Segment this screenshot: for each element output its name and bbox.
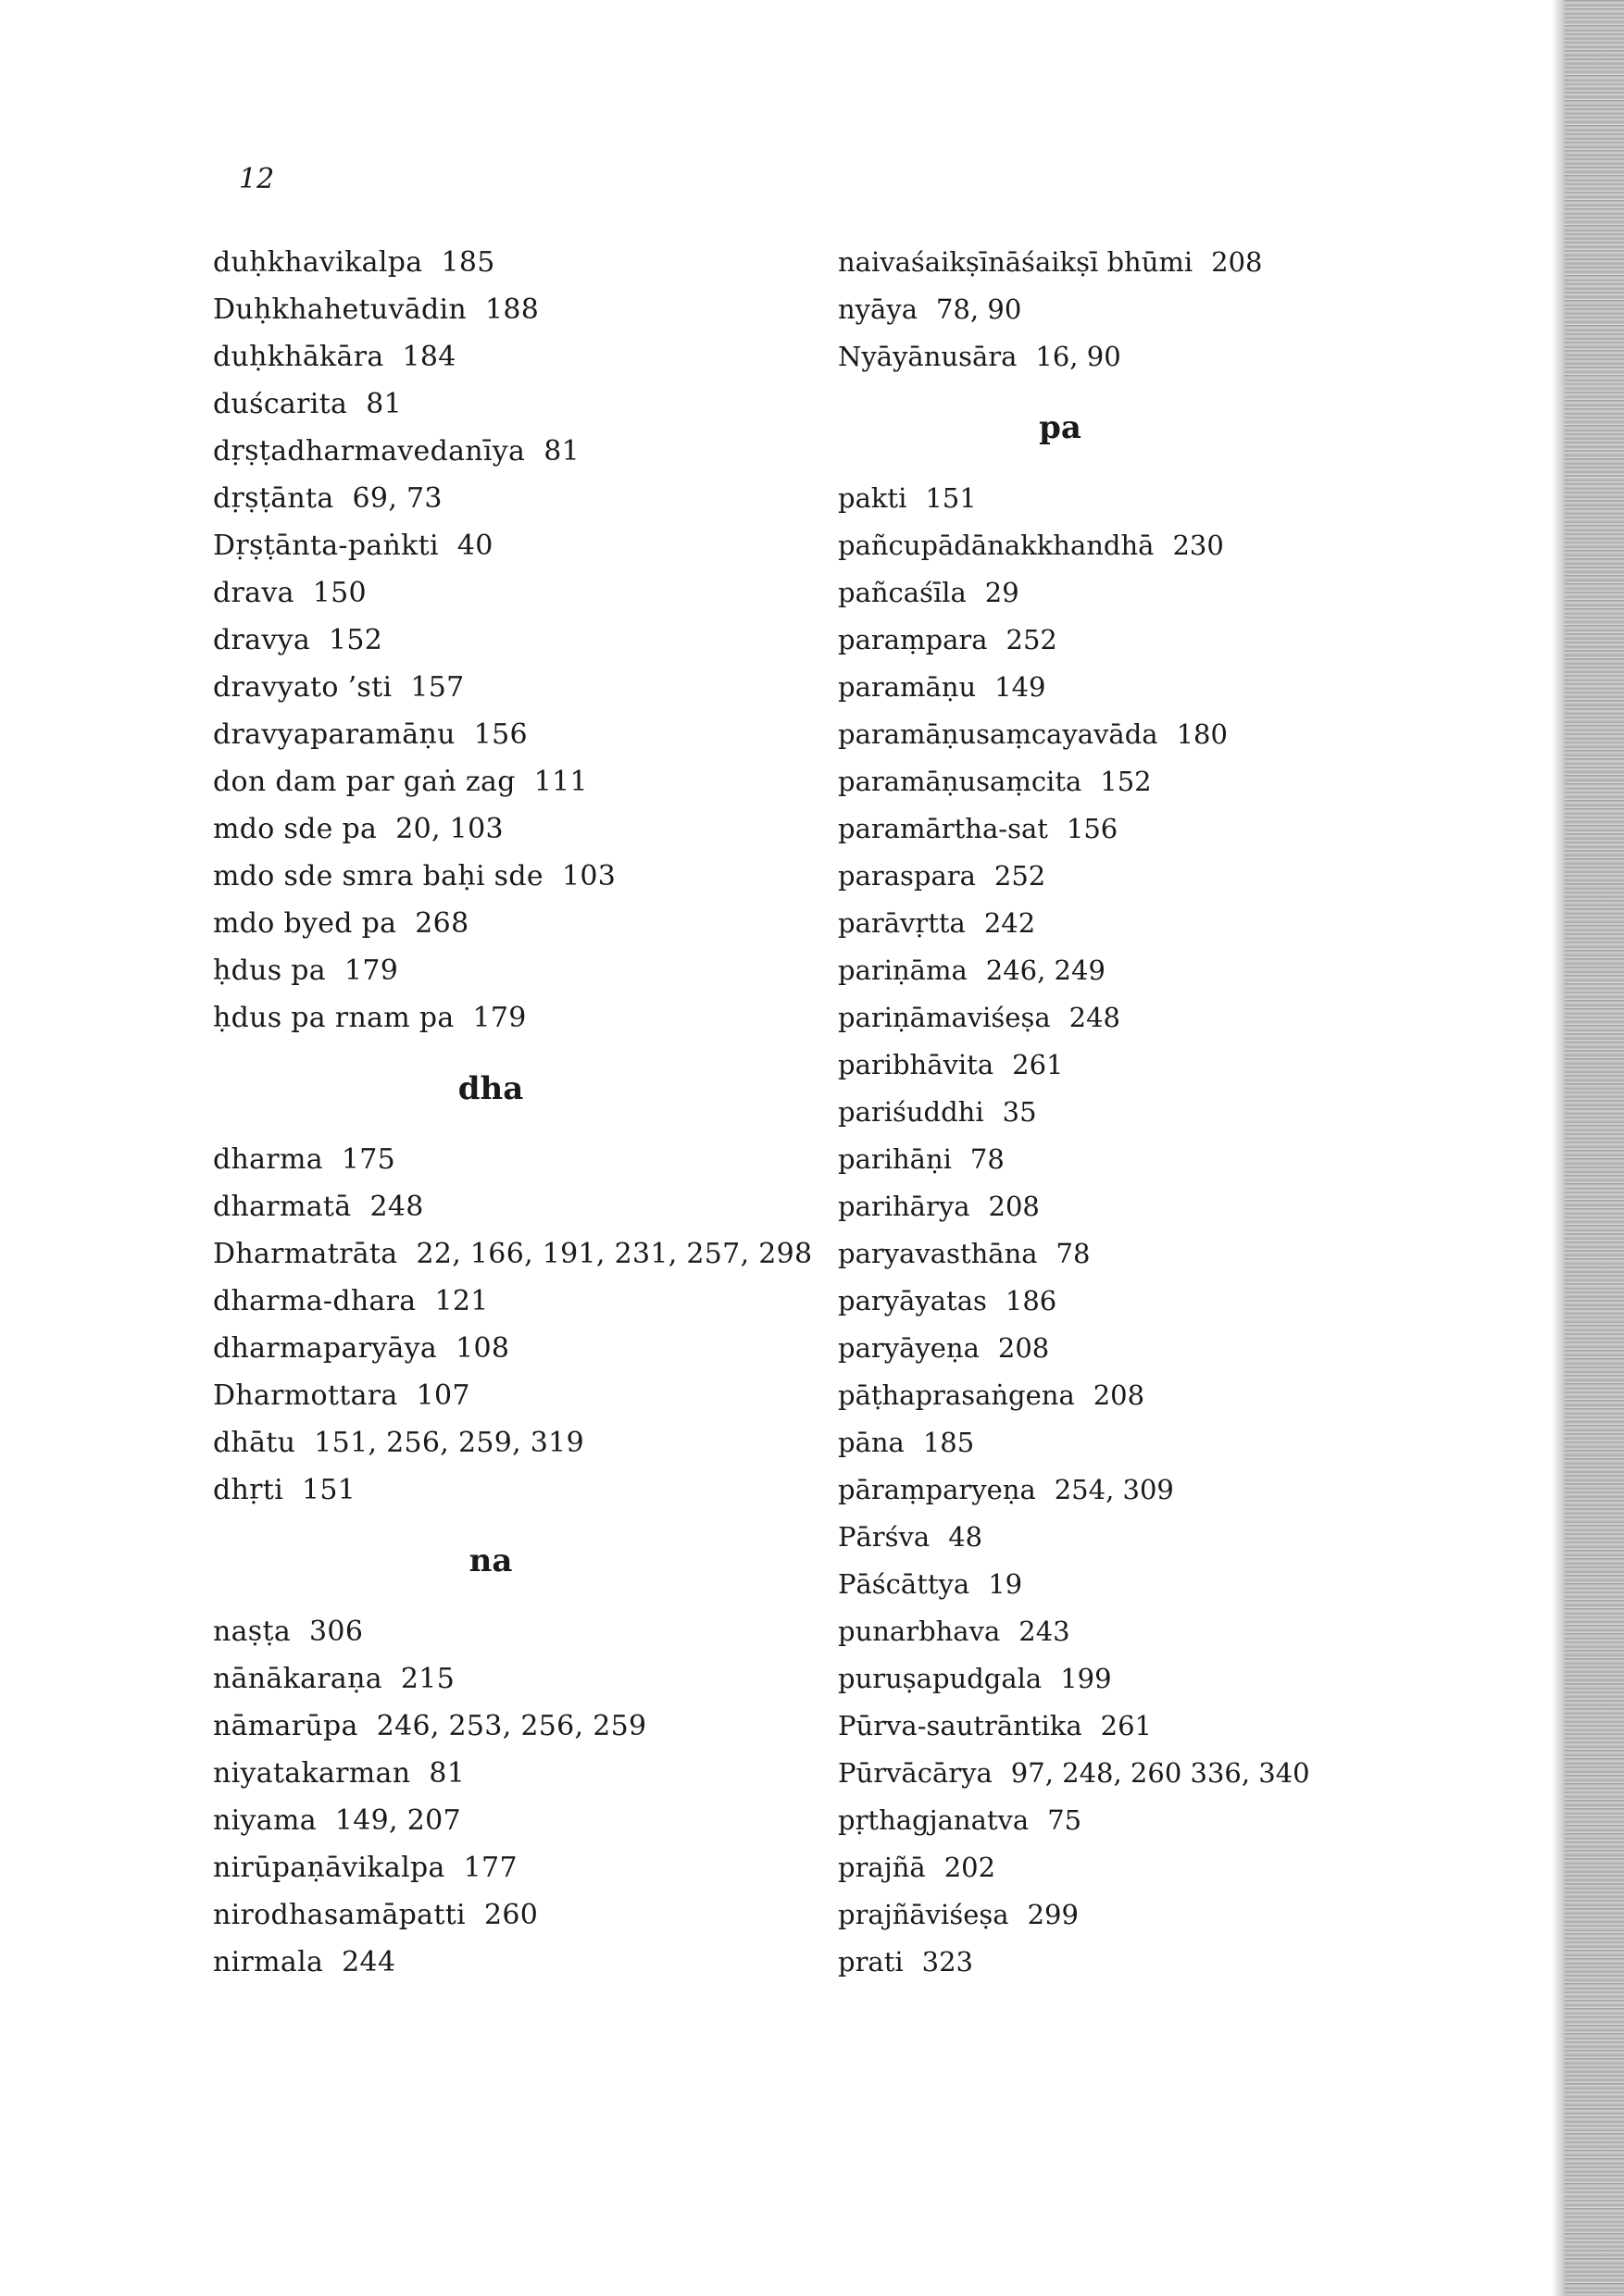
page-references: 268	[415, 907, 469, 940]
index-entry	[213, 853, 824, 900]
index-entry	[213, 333, 824, 381]
page-references: 151	[302, 1474, 356, 1506]
page-references: 248	[1068, 1002, 1120, 1033]
section-heading: pa	[1039, 409, 1081, 446]
index-entry	[213, 1655, 824, 1703]
index-entry	[213, 1844, 824, 1891]
index-term: Pāścāttya	[838, 1568, 970, 1600]
page-references: 242	[983, 907, 1036, 939]
index-term: nirodhasamāpatti	[213, 1899, 466, 1931]
index-term: nānākaraṇa	[213, 1663, 382, 1695]
index-term: punarbhava	[838, 1616, 1001, 1647]
index-entry	[213, 1136, 824, 1183]
page-references: 180	[1176, 718, 1228, 750]
index-entry	[838, 711, 1356, 758]
page-references: 208	[1211, 246, 1263, 278]
section-heading: na	[468, 1542, 513, 1579]
index-term: Duḥkhahetuvādin	[213, 293, 467, 326]
index-term: pṛthagjanatva	[838, 1804, 1030, 1836]
index-entry	[213, 239, 824, 286]
page-references: 16, 90	[1035, 341, 1121, 372]
index-entry	[213, 1750, 824, 1797]
index-term: parihāṇi	[838, 1143, 952, 1175]
index-term: dharmatā	[213, 1191, 352, 1223]
index-term: Pārśva	[838, 1521, 931, 1553]
page-references: 111	[533, 766, 588, 798]
page-references: 69, 73	[352, 482, 443, 515]
index-term: drava	[213, 577, 294, 609]
index-entry	[213, 1608, 824, 1655]
index-entry	[838, 805, 1356, 853]
index-term: naṣṭa	[213, 1616, 292, 1648]
index-term: nāmarūpa	[213, 1710, 358, 1742]
index-term: pañcupādānakkhandhā	[838, 530, 1155, 561]
page-references: 81	[543, 435, 580, 468]
page-references: 208	[1093, 1379, 1145, 1411]
index-term: Dṛṣṭānta-paṅkti	[213, 530, 439, 562]
index-column-left	[213, 239, 824, 1986]
page-references: 151	[925, 482, 977, 514]
index-entry	[213, 617, 824, 664]
index-entry	[838, 1278, 1356, 1325]
index-entry	[838, 994, 1356, 1042]
index-entry	[838, 1655, 1356, 1703]
page-references: 323	[921, 1946, 974, 1978]
page-references: 299	[1027, 1899, 1079, 1930]
index-entry	[838, 1230, 1356, 1278]
page-references: 75	[1047, 1804, 1082, 1836]
index-term: niyatakarman	[213, 1757, 411, 1790]
page-references: 81	[429, 1757, 466, 1790]
index-entry	[838, 1750, 1356, 1797]
page-references: 246, 253, 256, 259	[376, 1710, 647, 1742]
page-references: 184	[402, 341, 456, 373]
index-term: paryavasthāna	[838, 1238, 1038, 1269]
index-entry	[838, 947, 1356, 994]
index-term: paraṃpara	[838, 624, 988, 655]
index-entry	[213, 947, 824, 994]
page-references: 20, 103	[395, 813, 504, 845]
index-column-right	[838, 239, 1356, 1986]
page-references: 19	[988, 1568, 1023, 1600]
index-entry	[838, 1939, 1356, 1986]
page-references: 179	[344, 955, 399, 987]
index-term: paryāyeṇa	[838, 1332, 980, 1364]
page-references: 81	[366, 388, 402, 420]
page-references: 78, 90	[936, 293, 1022, 325]
index-term: pāraṃparyeṇa	[838, 1474, 1036, 1505]
page-references: 188	[485, 293, 540, 326]
index-term: Dharmatrāta	[213, 1238, 398, 1270]
index-entry	[213, 711, 824, 758]
page-references: 149, 207	[334, 1804, 461, 1837]
index-entry	[213, 569, 824, 617]
page-references: 199	[1060, 1663, 1112, 1694]
page-references: 35	[1002, 1096, 1037, 1128]
index-term: paramāṇu	[838, 671, 977, 703]
index-term: dravyato ’sti	[213, 671, 393, 704]
index-term: dharma	[213, 1143, 323, 1176]
index-term: prajñāviśeṣa	[838, 1899, 1009, 1930]
page-references: 230	[1172, 530, 1224, 561]
page-references: 107	[416, 1379, 470, 1412]
index-term: dharmaparyāya	[213, 1332, 438, 1365]
index-term: nyāya	[838, 293, 918, 325]
index-entry	[213, 1278, 824, 1325]
index-term: nirūpaṇāvikalpa	[213, 1852, 445, 1884]
index-term: pariśuddhi	[838, 1096, 984, 1128]
page-references: 150	[312, 577, 367, 609]
page-references: 152	[329, 624, 383, 656]
page-references: 261	[1012, 1049, 1064, 1080]
index-term: dhātu	[213, 1427, 296, 1459]
index-entry	[838, 1136, 1356, 1183]
index-term: dharma-dhara	[213, 1285, 417, 1317]
page-references: 248	[369, 1191, 424, 1223]
index-entry	[213, 1939, 824, 1986]
index-entry	[213, 664, 824, 711]
page-references: 252	[993, 860, 1046, 892]
index-entry	[213, 286, 824, 333]
page-references: 185	[441, 246, 495, 279]
index-term: pakti	[838, 482, 907, 514]
index-entry	[213, 805, 824, 853]
index-entry	[838, 1797, 1356, 1844]
index-term: nirmala	[213, 1946, 324, 1978]
index-entry	[838, 1608, 1356, 1655]
page-references: 252	[1006, 624, 1057, 655]
page-references: 215	[400, 1663, 456, 1695]
index-term: ḥdus pa rnam pa	[213, 1002, 455, 1034]
index-term: Pūrva-sautrāntika	[838, 1710, 1082, 1741]
index-entry	[838, 569, 1356, 617]
index-term: ḥdus pa	[213, 955, 326, 987]
index-entry	[213, 428, 824, 475]
index-term: mdo byed pa	[213, 907, 397, 940]
index-term: pariṇāmaviśeṣa	[838, 1002, 1051, 1033]
index-term: paramārtha-sat	[838, 813, 1048, 844]
index-entry	[838, 1372, 1356, 1419]
page-references: 177	[463, 1852, 518, 1884]
index-term: Dharmottara	[213, 1379, 398, 1412]
index-entry	[838, 1042, 1356, 1089]
index-term: mdo sde smra baḥi sde	[213, 860, 543, 892]
index-entry	[838, 617, 1356, 664]
page-references: 22, 166, 191, 231, 257, 298	[416, 1238, 813, 1270]
index-entry	[213, 1891, 824, 1939]
index-entry	[213, 1703, 824, 1750]
index-term: pāna	[838, 1427, 905, 1458]
index-term: paramāṇusaṃcayavāda	[838, 718, 1158, 750]
page-references: 186	[1005, 1285, 1057, 1316]
index-entry	[838, 1466, 1356, 1514]
index-term: duścarita	[213, 388, 348, 420]
index-term: prati	[838, 1946, 904, 1978]
index-entry	[838, 900, 1356, 947]
index-term: paraspara	[838, 860, 976, 892]
index-entry	[838, 1183, 1356, 1230]
page-references: 244	[342, 1946, 396, 1978]
page-references: 78	[969, 1143, 1005, 1175]
index-term: paribhāvita	[838, 1049, 994, 1080]
page-references: 48	[948, 1521, 983, 1553]
index-entry	[838, 1419, 1356, 1466]
page-references: 78	[1056, 1238, 1091, 1269]
index-term: pāṭhaprasaṅgena	[838, 1379, 1075, 1411]
page-references: 40	[456, 530, 493, 562]
index-entry	[838, 239, 1356, 286]
index-entry	[838, 1514, 1356, 1561]
index-term: paryāyatas	[838, 1285, 987, 1316]
index-entry	[838, 522, 1356, 569]
page-references: 208	[997, 1332, 1050, 1364]
index-term: dṛṣṭadharmavedanīya	[213, 435, 526, 468]
index-term: dhṛti	[213, 1474, 284, 1506]
page-references: 103	[561, 860, 617, 892]
page-references: 202	[943, 1852, 996, 1883]
page-references: 260	[483, 1899, 539, 1931]
page-references: 246, 249	[985, 955, 1106, 986]
page-references: 185	[922, 1427, 975, 1458]
index-entry	[838, 1325, 1356, 1372]
index-term: paramāṇusaṃcita	[838, 766, 1082, 797]
page-number: 12	[239, 163, 275, 195]
page-references: 97, 248, 260 336, 340	[1010, 1757, 1310, 1789]
index-term: dṛṣṭānta	[213, 482, 334, 515]
index-term: dravyaparamāṇu	[213, 718, 456, 751]
index-entry	[213, 1183, 824, 1230]
index-entry	[838, 286, 1356, 333]
page-references: 152	[1100, 766, 1152, 797]
index-entry	[838, 853, 1356, 900]
index-entry	[213, 1372, 824, 1419]
index-entry	[838, 1703, 1356, 1750]
index-term: don dam par gaṅ zag	[213, 766, 516, 798]
index-entry	[213, 1466, 824, 1514]
index-entry	[213, 475, 824, 522]
index-entry	[213, 522, 824, 569]
page-references: 151, 256, 259, 319	[314, 1427, 584, 1459]
page-references: 179	[472, 1002, 527, 1034]
page-references: 29	[984, 577, 1019, 608]
index-entry	[838, 333, 1356, 381]
page-references: 121	[434, 1285, 489, 1317]
index-term: parihārya	[838, 1191, 970, 1222]
index-term: prajñā	[838, 1852, 926, 1883]
index-entry	[213, 1419, 824, 1466]
page-references: 149	[994, 671, 1046, 703]
index-term: puruṣapudgala	[838, 1663, 1043, 1694]
index-term: parāvṛtta	[838, 907, 966, 939]
index-term: Nyāyānusāra	[838, 341, 1018, 372]
page-references: 156	[1066, 813, 1118, 844]
index-term: dravya	[213, 624, 311, 656]
binding-edge	[1565, 0, 1624, 2296]
index-entry	[213, 381, 824, 428]
index-entry	[838, 1561, 1356, 1608]
index-entry	[838, 1844, 1356, 1891]
page-references: 306	[309, 1616, 364, 1648]
page-references: 261	[1100, 1710, 1153, 1741]
index-entry	[213, 758, 824, 805]
index-entry	[838, 1891, 1356, 1939]
index-term: duḥkhākāra	[213, 341, 384, 373]
index-entry	[838, 475, 1356, 522]
index-entry	[838, 664, 1356, 711]
page-references: 208	[988, 1191, 1040, 1222]
page-references: 175	[341, 1143, 396, 1176]
index-term: mdo sde pa	[213, 813, 378, 845]
index-entry	[838, 1089, 1356, 1136]
index-entry	[213, 1797, 824, 1844]
page-references: 157	[410, 671, 465, 704]
index-term: pañcaśīla	[838, 577, 967, 608]
page-references: 156	[473, 718, 528, 751]
page-references: 254, 309	[1054, 1474, 1174, 1505]
index-entry	[213, 994, 824, 1042]
index-term: pariṇāma	[838, 955, 968, 986]
index-term: niyama	[213, 1804, 317, 1837]
index-entry	[838, 758, 1356, 805]
page-references: 108	[456, 1332, 510, 1365]
index-term: naivaśaikṣīnāśaikṣī bhūmi	[838, 246, 1193, 278]
index-entry	[213, 900, 824, 947]
index-entry	[213, 1230, 824, 1278]
index-entry	[213, 1325, 824, 1372]
binding-shadow	[1552, 0, 1565, 2296]
section-heading: dha	[457, 1070, 524, 1107]
page-references: 243	[1018, 1616, 1070, 1647]
index-term: Pūrvācārya	[838, 1757, 993, 1789]
index-term: duḥkhavikalpa	[213, 246, 423, 279]
